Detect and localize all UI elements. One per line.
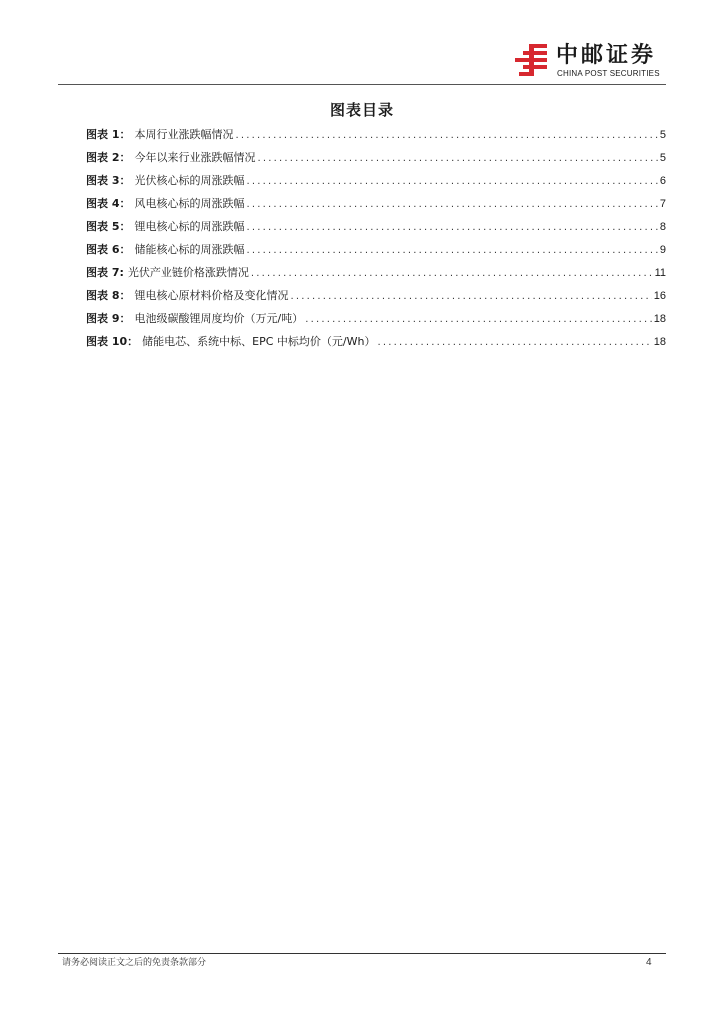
toc-entry-label: 图表 5： [86, 220, 131, 233]
toc-dot-leader [246, 244, 657, 258]
toc-entry-label: 图表 2： [86, 151, 131, 164]
toc-entry-page: 18 [653, 313, 666, 325]
toc-dot-leader [246, 221, 657, 235]
page-number: 4 [646, 957, 652, 968]
page-header [0, 0, 724, 90]
toc-dot-leader [290, 290, 651, 304]
toc-dot-leader [305, 313, 652, 327]
toc-entry[interactable] [86, 220, 666, 243]
toc-entry[interactable] [86, 335, 666, 358]
header-divider [58, 84, 666, 85]
toc-entry[interactable] [86, 243, 666, 266]
toc-entry[interactable] [86, 266, 666, 289]
china-post-logo-icon [513, 44, 553, 80]
toc-entry-label: 图表 4： [86, 197, 131, 210]
toc-entry-title: 今年以来行业涨跌幅情况 [134, 151, 256, 164]
toc-title: 图表目录 [329, 101, 394, 119]
toc-entry-page: 16 [653, 290, 666, 302]
toc-entry-page: 18 [653, 336, 666, 348]
toc-entry-title: 锂电核心原材料价格及变化情况 [134, 289, 289, 302]
toc-entry-title: 锂电核心标的周涨跌幅 [134, 220, 245, 233]
toc-entry-page: 5 [659, 129, 666, 141]
toc-entry[interactable] [86, 174, 666, 197]
toc-entry-title: 风电核心标的周涨跌幅 [134, 197, 245, 210]
brand-name-cn: 中邮证券 [556, 43, 657, 68]
toc-entry-page: 7 [659, 198, 666, 210]
footer-disclaimer: 请务必阅读正文之后的免责条款部分 [62, 958, 207, 968]
toc-entry-title: 电池级碳酸锂周度均价（万元/吨） [134, 312, 304, 325]
toc-entry-label: 图表 1： [86, 128, 131, 141]
toc-entry-page: 9 [659, 244, 666, 256]
toc-entry-title: 光伏核心标的周涨跌幅 [134, 174, 245, 187]
toc-entry-label: 图表 7: [86, 266, 124, 279]
toc-dot-leader [246, 175, 657, 189]
footer-divider [58, 953, 666, 954]
toc-entry-label: 图表 8： [86, 289, 131, 302]
toc-entry[interactable] [86, 289, 666, 312]
toc-dot-leader [246, 198, 657, 212]
brand-name-en: CHINA POST SECURITIES [557, 69, 660, 78]
toc-entry-label: 图表 3： [86, 174, 131, 187]
toc-dot-leader [377, 336, 651, 350]
toc-entry[interactable] [86, 312, 666, 335]
toc-entry-page: 6 [659, 175, 666, 187]
toc-entry[interactable] [86, 128, 666, 151]
toc-entry[interactable] [86, 197, 666, 220]
figure-toc-list [86, 128, 666, 358]
toc-entry-title: 储能核心标的周涨跌幅 [134, 243, 245, 256]
toc-entry-page: 5 [659, 152, 666, 164]
toc-entry[interactable] [86, 151, 666, 174]
toc-entry-label: 图表 9： [86, 312, 131, 325]
toc-entry-page: 11 [654, 267, 666, 279]
toc-dot-leader [257, 152, 657, 166]
toc-dot-leader [251, 267, 653, 281]
toc-entry-label: 图表 10： [86, 335, 139, 348]
toc-entry-label: 图表 6： [86, 243, 131, 256]
toc-entry-title: 储能电芯、系统中标、EPC 中标均价（元/Wh） [142, 335, 376, 348]
toc-entry-title: 光伏产业链价格涨跌情况 [127, 266, 249, 279]
toc-entry-page: 8 [659, 221, 666, 233]
toc-entry-title: 本周行业涨跌幅情况 [134, 128, 234, 141]
toc-dot-leader [235, 129, 657, 143]
